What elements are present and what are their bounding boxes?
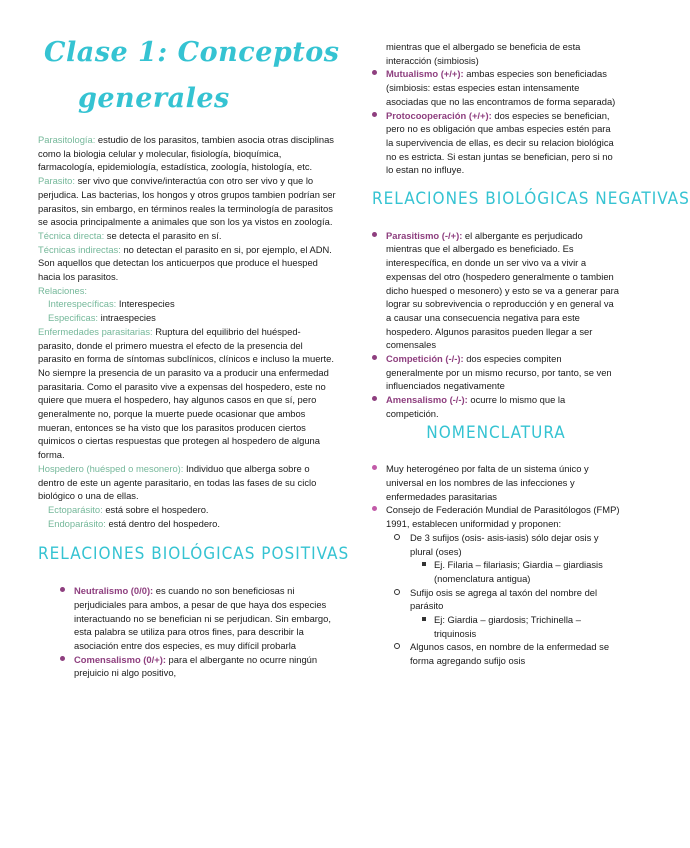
list-item	[372, 229, 620, 352]
term: Endoparásito:	[48, 517, 106, 529]
list-item	[372, 67, 620, 108]
list-item	[60, 653, 338, 680]
term: Comensalismo (0/+):	[74, 653, 166, 665]
term: Parasitología:	[38, 134, 96, 145]
sub-sub-item-text: Ej: Giardia – giardosis; Trichinella – triquinosis	[434, 614, 581, 639]
definition: dos especies se benefician, pero no es obligación que ambas especies estén para la supervivencia de ellas, es decir su relacion biológica no es estricta. Si estan juntas se benefician, pero si no lo estan no influye.	[386, 109, 614, 176]
list-item	[372, 109, 620, 178]
def-tecnicas-indirectas	[38, 243, 338, 284]
definition: Interespecies	[116, 298, 175, 310]
def-parasitologia	[38, 133, 338, 174]
bullet-icon	[372, 112, 377, 117]
sub-item-text: Sufijo osis se agrega al taxón del nombre del parásito	[410, 586, 598, 612]
list-positivas-cont	[372, 67, 620, 177]
title-line-1: Clase 1: Conceptos	[44, 37, 340, 68]
definition: dos especies compiten generalmente por un mismo recurso, por tanto, se ven influenciados negativamente	[386, 353, 612, 392]
def-relaciones	[38, 284, 338, 298]
sub-item	[372, 586, 620, 613]
definition: intraespecies	[98, 312, 156, 324]
bullet-icon	[372, 506, 377, 511]
def-especificas	[38, 311, 338, 325]
definition: ocurre lo mismo que la competición.	[386, 394, 566, 419]
square-bullet-icon	[422, 562, 426, 566]
term: Enfermedades parasitarias:	[38, 325, 153, 337]
def-ectoparasito	[38, 503, 338, 517]
definition: no detectan el parasito en si, por ejemplo, el ADN. Son aquellos que detectan los anticuerpos que produce el huesped hacia los parasitos.	[38, 243, 332, 283]
bullet-icon	[372, 465, 377, 470]
term: Relaciones:	[38, 284, 87, 296]
bullet-icon	[372, 396, 377, 401]
definition: se detecta el parasito en sí.	[104, 229, 222, 241]
definition: el albergante es perjudicado mientras que el albergado es beneficiado. Es interespecífica, en donde un ser vivo va a vivir a expensas del otro (hospedero generalmente o tambien dicho huesped o mesonero) y esto se va a generar para lograr su sobrevivencia o reproducción y en general va a causar una consecuencia negativa para este hospedero. Algunos parasitos pueden llegar a ser comensales	[386, 229, 619, 351]
sub-item	[372, 531, 620, 558]
section-heading-negativas: RELACIONES BIOLÓGICAS NEGATIVAS	[372, 189, 690, 210]
definition: Individuo que alberga sobre o dentro de este un agente parasitario, en todas las fases de su ciclo biológico o una de ellas.	[38, 462, 317, 502]
definition: Ruptura del equilibrio del huésped- parasito, donde el primero muestra el efecto de la presencia del parasito en forma de síntomas subclínicos, clínicos e incluso la muerte. No siempre la presencia de un parasito va a producir una enfermedad parasitaria. Como el parasito vive a expensas del hospedero, este no quiere que muera el hospedero, hay algunos casos en que sí, pero generalmente no, porque la muerte puede ocasionar que ambos mueran, entonces se ha visto que los parasitos producen ciertos quimicos o ciertas respuestas que protegen al hospedero de alguna forma.	[38, 325, 334, 461]
left-column	[38, 133, 350, 680]
term: Amensalismo (-/-):	[386, 394, 468, 406]
circle-bullet-icon	[394, 534, 400, 540]
bullet-icon	[372, 70, 377, 75]
definition: está dentro del hospedero.	[105, 517, 221, 529]
circle-bullet-icon	[394, 589, 400, 595]
bullet-icon	[372, 355, 377, 360]
term: Mutualismo (+/+):	[386, 68, 464, 80]
term: Competición (-/-):	[386, 353, 464, 365]
list-item	[372, 462, 620, 503]
section-heading-positivas: RELACIONES BIOLÓGICAS POSITIVAS	[38, 544, 350, 565]
sub-sub-item	[372, 613, 620, 640]
term: Protocooperación (+/+):	[386, 109, 492, 121]
definition: es cuando no son beneficiosas ni perjudiciales para ambos, a pesar de que haya dos especies interactuando no se benefician ni se perjudican. Sin embargo, esta palabra se utiliza para otros fines, para describir la asociación entre dos especies, es muy difícil probarla	[74, 585, 331, 651]
term: Neutralismo (0/0):	[74, 585, 154, 597]
def-interespecificas	[38, 297, 338, 311]
sub-item-text: De 3 sufijos (osis- asis-iasis) sólo dejar osis y plural (oses)	[410, 531, 599, 557]
def-tecnica-directa	[38, 229, 338, 243]
sub-sub-item-text: Ej. Filaria – filariasis; Giardia – giardiasis (nomenclatura antigua)	[434, 559, 603, 584]
list-item	[372, 503, 620, 530]
bullet-icon	[60, 656, 65, 661]
list-item-text: Consejo de Federación Mundial de Parasitólogos (FMP) 1991, establecen uniformidad y proponen:	[386, 504, 620, 530]
circle-bullet-icon	[394, 643, 400, 649]
term: Técnicas indirectas:	[38, 243, 121, 255]
term: Parasito:	[38, 175, 75, 187]
definition: ser vivo que convive/interactúa con otro ser vivo y que lo perjudica. Las bacterias, los hongos y otros grupos tambien podrían ser parasitos, sin embargo, en términos reales la terminología de parasitos se asocia principalmente a animales que son los ya vistos en zoología.	[38, 175, 336, 228]
title-line-2: generales	[78, 83, 230, 114]
def-parasito	[38, 174, 338, 229]
list-item-text: Muy heterogéneo por falta de un sistema único y universal en los nombres de las infecciones y enfermedades parasitarias	[386, 463, 589, 502]
square-bullet-icon	[422, 617, 426, 621]
def-endoparasito	[38, 517, 338, 531]
section-heading-nomenclatura: NOMENCLATURA	[426, 422, 566, 443]
definition: ambas especies son beneficiadas (simbiosis: estas especies estan intensamente asociadas que no las encontramos de forma separada)	[386, 68, 616, 107]
def-hospedero	[38, 462, 338, 503]
right-column	[372, 40, 690, 668]
definition: estudio de los parasitos, tambien asocia otras disciplinas como la biologia celular y molecular, fisiología, bioquímica, farmacología, epidemiología, estadística, zoología, histología, etc.	[38, 134, 334, 173]
term: Parasitismo (-/+):	[386, 229, 463, 241]
bullet-icon	[372, 232, 377, 237]
definition: para el albergante no ocurre ningún prejuicio ni algo positivo,	[74, 653, 318, 679]
definition: está sobre el hospedero.	[102, 503, 209, 515]
bullet-icon	[60, 587, 65, 592]
continued-text: mientras que el albergado se beneficia de esta interacción (simbiosis)	[386, 41, 581, 66]
def-enfermedades	[38, 325, 338, 462]
term: Técnica directa:	[38, 229, 105, 241]
sub-item	[372, 640, 620, 667]
term: Ectoparásito:	[48, 503, 103, 515]
list-item	[60, 584, 338, 653]
list-positivas	[38, 584, 338, 680]
list-item	[372, 352, 620, 393]
list-nomenclatura	[372, 462, 620, 531]
term: Especificas:	[48, 312, 99, 324]
term: Hospedero (huésped o mesonero):	[38, 462, 184, 474]
sub-item-text: Algunos casos, en nombre de la enfermedad se forma agregando sufijo osis	[410, 641, 610, 667]
sub-sub-item	[372, 558, 620, 585]
list-negativas	[372, 229, 620, 421]
term: Interespecíficas:	[48, 298, 117, 310]
list-item	[372, 393, 620, 420]
